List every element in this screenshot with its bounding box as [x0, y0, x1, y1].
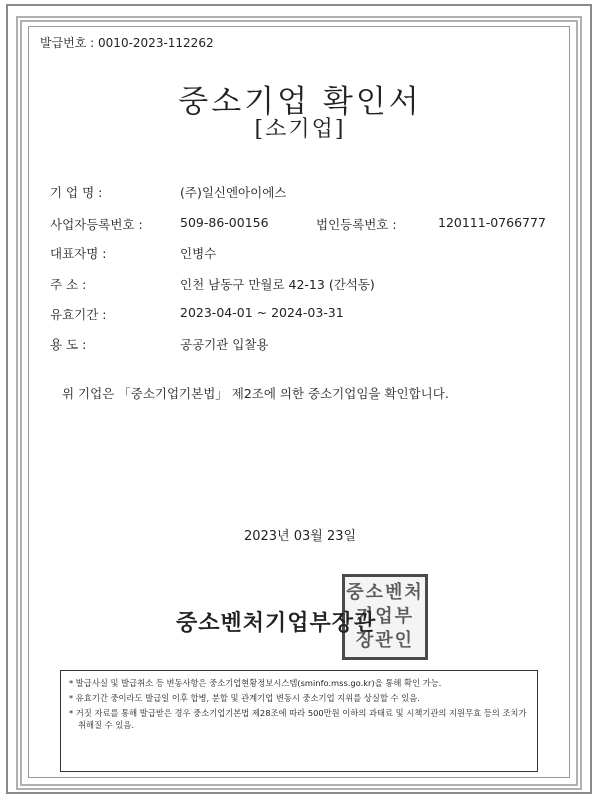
business-reg-label: 사업자등록번호 :	[50, 217, 143, 232]
address-label: 주 소 :	[50, 277, 87, 292]
validity-value: 2023-04-01 ~ 2024-03-31	[180, 305, 344, 320]
representative-label: 대표자명 :	[50, 246, 107, 261]
corp-reg-label: 법인등록번호 :	[316, 217, 397, 232]
issue-number: 발급번호 : 0010-2023-112262	[40, 36, 214, 50]
issue-date: 2023년 03월 23일	[243, 529, 357, 544]
company-name-value: (주)일신엔아이에스	[180, 185, 287, 200]
notes-box	[60, 670, 538, 772]
validity-label: 유효기간 :	[50, 307, 107, 322]
confirmation-text: 위 기업은 「중소기업기본법」 제2조에 의한 중소기업임을 확인합니다.	[62, 386, 449, 401]
document-subtitle: [소기업]	[254, 117, 346, 142]
seal-line-2: 기업부	[355, 606, 415, 627]
company-name-label: 기 업 명 :	[50, 185, 103, 200]
representative-value: 인병수	[180, 246, 217, 261]
document-title: 중소기업 확인서	[178, 84, 422, 120]
business-reg-value: 509-86-00156	[180, 215, 269, 230]
usage-label: 용 도 :	[50, 337, 87, 352]
note-item: * 발급사실 및 발급취소 등 변동사항은 중소기업현황정보시스템(sminfo.mss.go.kr)을 통해 확인 가능.	[69, 678, 442, 688]
note-item: * 거짓 자료를 통해 발급받은 경우 중소기업기본법 제28조에 따라 500만원 이하의 과태료 및 시책기관의 지원무효 등의 조치가 취해질 수 있음.	[69, 708, 527, 730]
note-item: * 유효기간 중이라도 발급일 이후 합병, 분할 및 관계기업 변동시 중소기업 지위를 상실할 수 있음.	[69, 693, 420, 703]
seal-line-1: 중소벤처	[346, 582, 424, 603]
seal-line-3: 장관인	[355, 630, 415, 651]
usage-value: 공공기관 입찰용	[180, 337, 269, 352]
address-value: 인천 남동구 만월로 42-13 (간석동)	[180, 277, 375, 292]
corp-reg-value: 120111-0766777	[438, 215, 546, 230]
issuer-name: 중소벤처기업부장관	[176, 611, 377, 636]
